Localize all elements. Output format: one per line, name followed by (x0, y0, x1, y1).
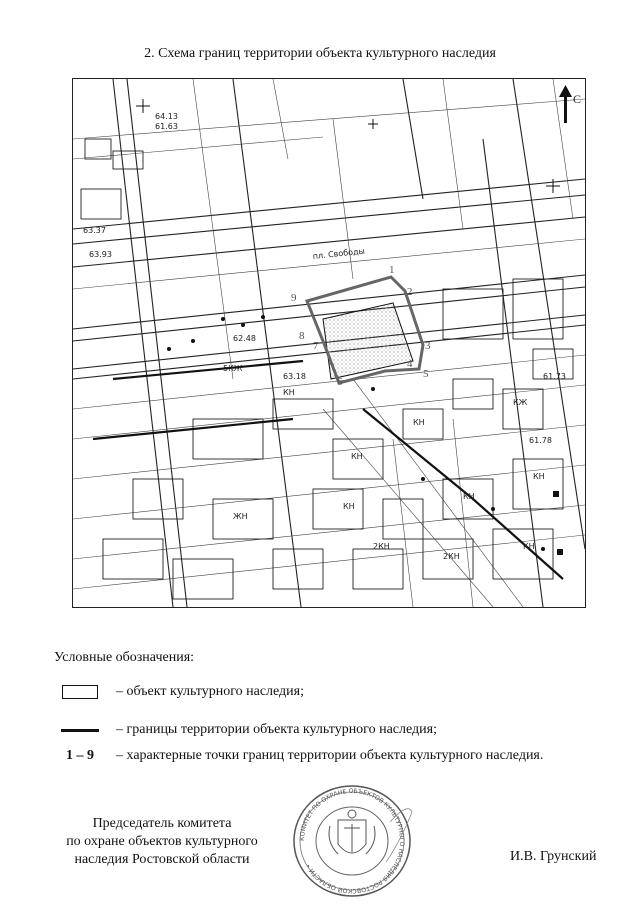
boundary-point-1: 1 (389, 264, 395, 276)
elevation-label: 61.73 (543, 372, 566, 381)
coat-of-arms-icon (329, 810, 375, 854)
boundary-point-3: 3 (425, 340, 431, 352)
legend-item-text: – объект культурного наследия; (116, 684, 304, 699)
elevation-label: 63.18 (283, 372, 306, 381)
elevation-label: 63.37 (83, 226, 106, 235)
boundary-points-symbol (58, 748, 102, 764)
building-label: КН (533, 472, 545, 481)
utility-line (93, 361, 563, 579)
signer-name: И.В. Грунский (510, 849, 597, 864)
boundary-point-2: 2 (407, 286, 413, 298)
legend-item-text: – границы территории объекта культурного наследия; (116, 722, 437, 737)
street-label: пл. Свободы (312, 246, 366, 261)
elevation-label: 62.48 (233, 334, 256, 343)
document-title: 2. Схема границ территории объекта культурного наследия (144, 46, 496, 61)
svg-text:КОМИТЕТ ПО ОХРАНЕ ОБЪЕКТОВ КУЛ: КОМИТЕТ ПО ОХРАНЕ ОБЪЕКТОВ КУЛЬТУРНОГО НАСЛЕДИЯ РОСТОВСКОЙ ОБЛАСТИ • (298, 787, 406, 895)
building-label: КЖ (513, 398, 528, 407)
heritage-object (323, 303, 413, 379)
building-label: КН (351, 452, 363, 461)
legend-title: Условные обозначения: (54, 650, 195, 665)
boundary-points-range: 1 – 9 (66, 748, 94, 763)
building-label: КН (343, 502, 355, 511)
building-label: ЖН (233, 512, 248, 521)
boundary-point-9: 9 (291, 292, 297, 304)
elevation-labels (83, 112, 566, 445)
north-label: С (573, 92, 582, 106)
heritage-object-symbol (58, 685, 102, 699)
official-seal (290, 782, 414, 900)
topographic-map (72, 78, 586, 608)
building-label: КН (523, 542, 535, 551)
building-label: КН (463, 492, 475, 501)
boundary-point-4: 4 (407, 358, 413, 370)
map-drawing (73, 79, 585, 607)
boundary-point-8: 8 (299, 330, 305, 342)
position-line: наследия Ростовской области (74, 852, 250, 867)
building-labels (223, 364, 545, 561)
boundary-point-7: 7 (313, 340, 319, 352)
grid-crosses (136, 99, 560, 193)
elevation-label: 61.63 (155, 122, 178, 131)
boundary-point-6: 6 (337, 376, 343, 388)
legend-item-territory-boundary (58, 720, 437, 740)
building-label: КН (283, 388, 295, 397)
building-label: 2КН (373, 542, 390, 551)
north-arrow-icon (559, 85, 572, 123)
building-label: КН (413, 418, 425, 427)
elevation-label: 64.13 (155, 112, 178, 121)
legend-item-boundary-points (58, 746, 543, 766)
position-line: Председатель комитета (92, 816, 232, 831)
building-label: 2КН (443, 552, 460, 561)
elevation-label: 63.93 (89, 250, 112, 259)
building-label: 5КЖ (223, 364, 243, 373)
boundary-point-5: 5 (423, 368, 429, 380)
elevation-label: 61.78 (529, 436, 552, 445)
legend-item-text: – характерные точки границ территории объекта культурного наследия. (116, 748, 544, 763)
building-footprints (81, 139, 573, 599)
legend-item-heritage-object (58, 682, 304, 702)
boundary-line-symbol (58, 729, 102, 732)
position-line: по охране объектов культурного (66, 834, 258, 849)
signatory-position (52, 815, 272, 869)
